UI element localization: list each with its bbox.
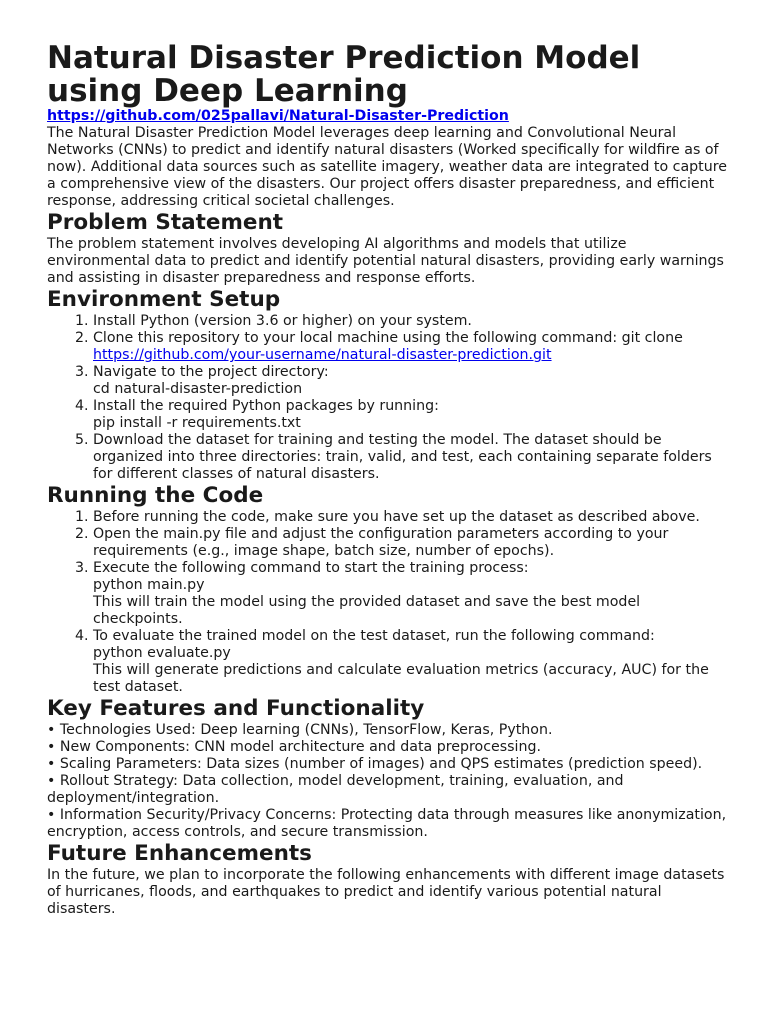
environment-step <box>93 330 728 364</box>
step-text: Before running the code, make sure you have set up the dataset as described above. <box>93 509 700 525</box>
step-note: This will generate predictions and calculate evaluation metrics (accuracy, AUC) for the test dataset. <box>93 662 709 695</box>
running-steps <box>47 509 728 696</box>
step-text: Clone this repository to your local machine using the following command: git clone <box>93 330 683 346</box>
feature-item: • Information Security/Privacy Concerns: Protecting data through measures like anonymization, encryption, access controls, and secure transmission. <box>47 807 727 840</box>
step-text: 4. Install the required Python packages by running: <box>93 398 439 414</box>
step-text: 4. To evaluate the trained model on the test dataset, run the following command: <box>93 628 655 644</box>
feature-item: • Technologies Used: Deep learning (CNNs), TensorFlow, Keras, Python. <box>47 722 553 738</box>
page-title: Natural Disaster Prediction Model using Deep Learning <box>47 40 641 109</box>
feature-item: • Rollout Strategy: Data collection, model development, training, evaluation, and deployment/integration. <box>47 773 624 806</box>
future-heading: Future Enhancements <box>47 841 312 866</box>
running-step <box>93 526 728 560</box>
clone-link[interactable]: https://github.com/your-username/natural-disaster-prediction.git <box>93 347 552 363</box>
step-command: cd natural-disaster-prediction <box>93 381 303 397</box>
environment-step <box>93 432 728 483</box>
intro-paragraph: The Natural Disaster Prediction Model leverages deep learning and Convolutional Neural Networks (CNNs) to predict and identify natural disasters (Worked specifically for wildfire as of now). Additional data sources such as satellite imagery, weather data are integrated to capture a comprehensive view of the disasters. Our project offers disaster preparedness, and efficient response, addressing critical societal challenges. <box>47 125 727 209</box>
environment-steps <box>47 313 728 483</box>
running-step <box>93 628 728 696</box>
features-list <box>47 722 728 841</box>
step-command: python evaluate.py <box>93 645 231 661</box>
environment-step <box>93 313 728 330</box>
repo-link[interactable]: https://github.com/025pallavi/Natural-Disaster-Prediction <box>47 108 509 124</box>
environment-heading: Environment Setup <box>47 287 281 312</box>
problem-heading: Problem Statement <box>47 210 284 235</box>
environment-step <box>93 364 728 398</box>
step-text: 3. Navigate to the project directory: <box>93 364 329 380</box>
step-note: This will train the model using the provided dataset and save the best model checkpoints. <box>93 594 641 627</box>
step-command: python main.py <box>93 577 205 593</box>
running-heading: Running the Code <box>47 483 264 508</box>
step-text: Open the main.py file and adjust the configuration parameters according to your requirements (e.g., image shape, batch size, number of epochs). <box>93 526 669 559</box>
features-heading: Key Features and Functionality <box>47 696 425 721</box>
running-step <box>93 560 728 628</box>
step-text: 3. Execute the following command to start the training process: <box>93 560 529 576</box>
problem-paragraph: The problem statement involves developing AI algorithms and models that utilize environmental data to predict and identify potential natural disasters, providing early warnings and assisting in disaster preparedness and response efforts. <box>47 236 724 286</box>
environment-step <box>93 398 728 432</box>
step-command: pip install -r requirements.txt <box>93 415 301 431</box>
step-text: Install Python (version 3.6 or higher) on your system. <box>93 313 472 329</box>
feature-item: • Scaling Parameters: Data sizes (number of images) and QPS estimates (prediction speed). <box>47 756 703 772</box>
future-paragraph: In the future, we plan to incorporate the following enhancements with different image datasets of hurricanes, floods, and earthquakes to predict and identify various potential natural disasters. <box>47 867 725 917</box>
running-step <box>93 509 728 526</box>
feature-item: • New Components: CNN model architecture and data preprocessing. <box>47 739 541 755</box>
step-text: Download the dataset for training and testing the model. The dataset should be organized into three directories: train, valid, and test, each containing separate folders for different classes of natural disasters. <box>93 432 712 482</box>
